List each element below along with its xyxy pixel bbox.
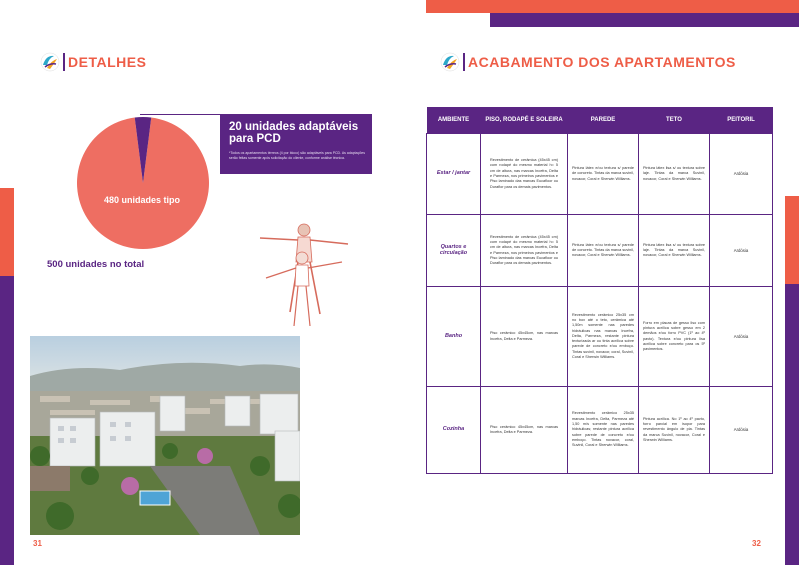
- cell-parede: Revestimento cerâmico 25x35 marcas Incefra, Delta, Parmeza até 1,50 m/s somente nas paredes hidráulicas; restante pintura acrílica sobre parede de concreto e/ou emboço. Tintas novacor, coral, Suvinil, Coral e Sherwin Williams.: [568, 387, 639, 474]
- cell-peitoril: Ardósia: [710, 387, 773, 474]
- page-title-acabamento: ACABAMENTO DOS APARTAMENTOS: [468, 54, 736, 70]
- table-header-row: [427, 107, 773, 134]
- table-row: [427, 387, 773, 474]
- cell-parede: Pintura látex e/ou textura s/ parede de concreto. Tintas da marca suvinil, novacor, Coral e Sherwin Williams.: [568, 134, 639, 215]
- top-orange-bar: [426, 0, 799, 13]
- page-number-left: 31: [33, 539, 42, 548]
- cell-parede: Revestimento cerâmico 25x35 cm no box até o teto, cerâmica até 1,50m somente nas paredes hidráulicas nas marcas Incefra, Delta, Parmeza, restante pintura texturizada ar ou tinta acrílica sobre parede de concreto e/ou emboço. Tintas suvinil, novacor, coral, Suvinil, Coral e Sherwin Williams.: [568, 287, 639, 387]
- header-teto: TETO: [639, 107, 710, 134]
- table-row: [427, 287, 773, 387]
- units-pie-chart: [64, 114, 222, 252]
- pcd-title: 20 unidades adaptáveis para PCD: [229, 121, 359, 145]
- left-orange-stripe: [0, 188, 14, 276]
- cell-peitoril: Ardósia: [710, 287, 773, 387]
- page-title-detalhes: DETALHES: [68, 54, 147, 70]
- cell-piso: Piso cerâmico 45x45cm, nas marcas Incefra, Delta e Parmeza.: [481, 387, 568, 474]
- brand-logo-icon-right: [440, 52, 460, 72]
- table-row: [427, 215, 773, 287]
- header-ambiente: AMBIENTE: [427, 107, 481, 134]
- cell-peitoril: Ardósia: [710, 215, 773, 287]
- heading-separator: [63, 53, 65, 71]
- cell-teto: Pintura látex lisa s/ ou textura sobre laje. Tintas da marca Suvinil, novacor, Coral e Sherwin Williams.: [639, 215, 710, 287]
- family-illustration: [246, 222, 361, 330]
- pcd-connector-line: [140, 114, 230, 115]
- right-orange-stripe: [785, 196, 799, 284]
- cell-teto: Pintura acrílica. No 1º ao 4º pavto, forro parcial em isopor para revestimento ângulo de pia. Tintas da marca Suvinil, novacor, Coral e Sherwin Williams.: [639, 387, 710, 474]
- cell-piso: Piso cerâmico 45x45cm, nas marcas Incefra, Delta e Parmeza.: [481, 287, 568, 387]
- cell-piso: Revestimento de cerâmica (45x45 cm) com rodapé do mesmo material h= 5 cm de altura, nas marcas Incefra, Delta e Parmeza, nos primeiros pavimentos e Piso laminado das marcas Eucafloor ou Duraflor para os demais pavimentos.: [481, 134, 568, 215]
- cell-ambiente: Banho: [427, 287, 481, 387]
- heading-separator-right: [463, 53, 465, 71]
- page-number-right: 32: [752, 539, 761, 548]
- brand-logo-icon: [40, 52, 60, 72]
- cell-teto: Pintura látex lisa s/ ou textura sobre laje. Tintas da marca Suvinil, novacor, Coral e Sherwin Williams.: [639, 134, 710, 215]
- total-units-label: 500 unidades no total: [47, 259, 145, 270]
- finishing-table: [426, 107, 773, 474]
- table-row: [427, 134, 773, 215]
- pie-label-480: 480 unidades tipo: [103, 195, 181, 205]
- top-purple-bar: [490, 13, 799, 27]
- right-purple-stripe: [785, 284, 799, 565]
- condominium-aerial-image: [30, 336, 300, 535]
- cell-ambiente: Quartos e circulação: [427, 215, 481, 287]
- pcd-footnote: *Todos os apartamentos térreos (4 por bloco) são adaptáveis para PCD. As adaptações serão feitas somente após solicitação do cliente, conforme análise técnica.: [229, 151, 365, 160]
- cell-ambiente: Estar / jantar: [427, 134, 481, 215]
- cell-parede: Pintura látex e/ou textura s/ parede de concreto. Tintas da marca suvinil, novacor, Coral e Sherwin Williams.: [568, 215, 639, 287]
- cell-peitoril: Ardósia: [710, 134, 773, 215]
- cell-ambiente: Cozinha: [427, 387, 481, 474]
- cell-teto: Forro em placas de gesso liso com pintura acrílica sobre gesso em 2 demãos e/ou forro PVC (1º ao 4º pavto). Textura e/ou pintura lisa acrílica sobre concreto para os 5º pavimentos.: [639, 287, 710, 387]
- cell-piso: Revestimento de cerâmica (45x45 cm) com rodapé do mesmo material h= 5 cm de altura, nas marcas Incefra, Delta e Parmeza, nos primeiros pavimentos e Piso laminado das marcas Eucafloor ou Duraflor para os demais pavimentos.: [481, 215, 568, 287]
- header-piso: PISO, RODAPÉ E SOLEIRA: [481, 107, 568, 134]
- left-purple-stripe: [0, 276, 14, 565]
- header-peitoril: PEITORIL: [710, 107, 773, 134]
- header-parede: PAREDE: [568, 107, 639, 134]
